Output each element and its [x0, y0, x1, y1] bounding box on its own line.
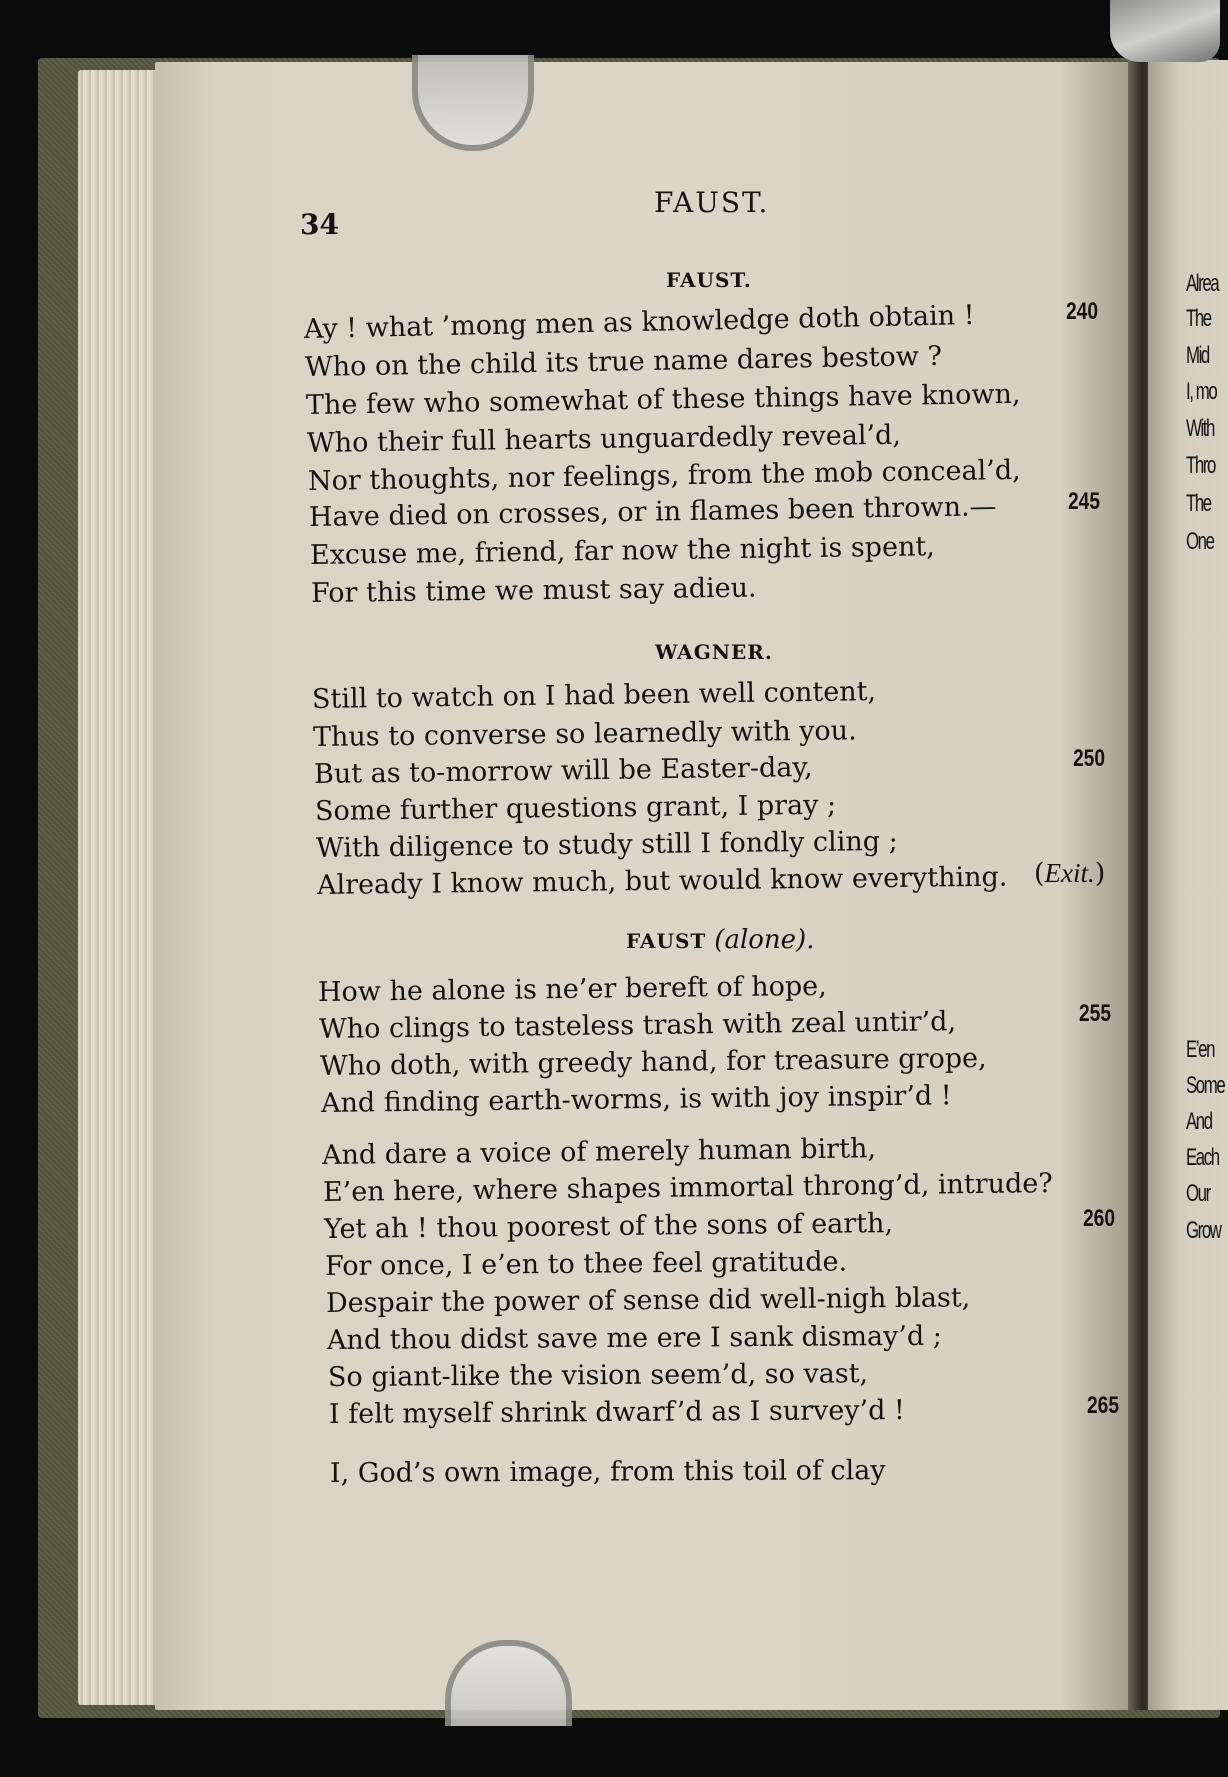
facing-line: I, mo	[1186, 378, 1217, 405]
holder-strap	[1110, 0, 1220, 62]
verse-line: I, God’s own image, from this toil of clay	[329, 1455, 886, 1489]
stage-direction-text: Exit.	[1044, 858, 1095, 888]
facing-line: One	[1186, 528, 1214, 555]
verse-line: The few who somewhat of these things have known,	[305, 378, 1021, 421]
verse-line: Excuse me, friend, far now the night is spent,	[309, 531, 935, 571]
verse-line: Some further questions grant, I pray ;	[314, 789, 837, 827]
verse-line: So giant-like the vision seem’d, so vast,	[327, 1358, 869, 1393]
facing-line: With	[1186, 415, 1214, 442]
line-number: 245	[1068, 488, 1101, 515]
verse-line: But as to-morrow will be Easter-day,	[313, 752, 813, 790]
verse-line: Ay ! what ’mong men as knowledge doth obtain !	[303, 299, 975, 345]
facing-line: Alrea	[1186, 270, 1219, 297]
facing-line: Mid	[1186, 342, 1209, 369]
verse-line: I felt myself shrink dwarf’d as I survey’d !	[328, 1394, 905, 1430]
speaker-heading: FAUST (alone).	[626, 925, 815, 955]
verse-line: Despair the power of sense did well-nigh blast,	[325, 1282, 971, 1319]
verse-line: And dare a voice of merely human birth,	[321, 1133, 877, 1171]
verse-line: Who doth, with greedy hand, for treasure grope,	[319, 1042, 987, 1082]
verse-line: Nor thoughts, nor feelings, from the mob conceal’d,	[307, 454, 1021, 497]
verse-line: Have died on crosses, or in flames been thrown.—	[308, 491, 997, 533]
facing-line: E’en	[1186, 1036, 1215, 1063]
verse-line: For this time we must say adieu.	[310, 572, 757, 609]
facing-line: Our	[1186, 1180, 1210, 1207]
facing-line: Grow	[1186, 1217, 1221, 1244]
line-number: 250	[1073, 745, 1106, 772]
facing-line: Thro	[1186, 452, 1215, 479]
verse-line: Yet ah ! thou poorest of the sons of earth,	[323, 1208, 894, 1245]
line-number: 255	[1079, 1000, 1112, 1027]
verse-line: Thus to converse so learnedly with you.	[312, 715, 857, 753]
page-number: 34	[300, 208, 339, 241]
verse-line: Still to watch on I had been well content,	[311, 676, 877, 715]
verse-line: Already I know much, but would know everything.	[316, 861, 1008, 901]
verse-line: Who clings to tasteless trash with zeal untir’d,	[318, 1006, 957, 1045]
running-head: FAUST.	[654, 186, 770, 219]
verse-line: How he alone is ne’er bereft of hope,	[317, 970, 827, 1008]
facing-line: The	[1186, 305, 1211, 332]
verse-line: For once, I e’en to thee feel gratitude.	[324, 1246, 848, 1282]
speaker-name: FAUST	[626, 929, 707, 953]
facing-line: The	[1186, 490, 1211, 517]
verse-line: Who their full hearts unguardedly reveal’d,	[306, 419, 902, 459]
speaker-heading: WAGNER.	[655, 640, 773, 664]
facing-line: And	[1186, 1108, 1212, 1135]
stage-direction: (Exit.)	[1034, 858, 1106, 889]
line-number: 265	[1087, 1392, 1120, 1419]
verse-line: And finding earth-worms, is with joy inspir’d !	[320, 1080, 952, 1119]
verse-line: And thou didst save me ere I sank dismay’d ;	[326, 1320, 942, 1356]
facing-page	[1148, 60, 1228, 1710]
speaker-heading: FAUST.	[666, 268, 752, 292]
line-number: 260	[1083, 1205, 1116, 1232]
speaker-note: alone	[724, 925, 797, 955]
verse-line: Who on the child its true name dares bestow ?	[304, 340, 943, 383]
verse-line: With diligence to study still I fondly cling ;	[315, 825, 898, 864]
verse-line: E’en here, where shapes immortal throng’d, intrude?	[322, 1168, 1053, 1208]
line-number: 240	[1066, 298, 1099, 325]
facing-line: Each	[1186, 1144, 1219, 1171]
facing-line: Some	[1186, 1072, 1225, 1099]
